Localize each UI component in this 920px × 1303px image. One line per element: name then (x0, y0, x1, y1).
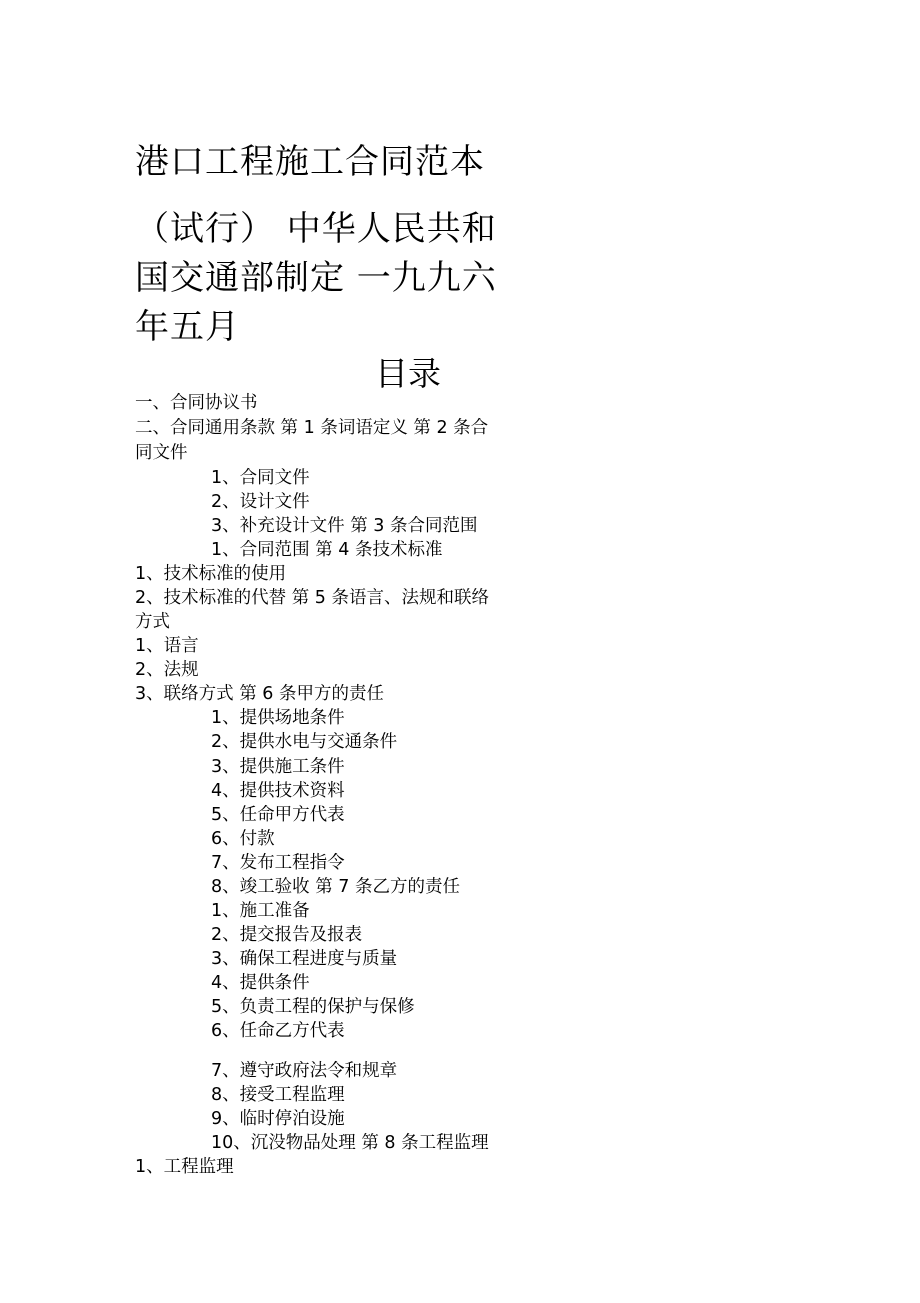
toc-line: 3、补充设计文件 第 3 条合同范围 (211, 516, 478, 536)
toc-line: 4、提供技术资料 (211, 781, 345, 801)
toc-line: 1、提供场地条件 (211, 708, 345, 728)
toc-line: 5、任命甲方代表 (211, 805, 345, 825)
toc-line: 6、付款 (211, 829, 275, 849)
toc-line: 2、提交报告及报表 (211, 925, 363, 945)
toc-line: 方式 (135, 612, 170, 632)
toc-line: 2、设计文件 (211, 492, 310, 512)
toc-line: 同文件 (135, 443, 188, 463)
toc-line: 1、施工准备 (211, 901, 310, 921)
toc-line: 6、任命乙方代表 (211, 1021, 345, 1041)
document-title-line-1: 港口工程施工合同范本 (135, 142, 485, 182)
toc-line: 3、提供施工条件 (211, 757, 345, 777)
toc-line: 5、负责工程的保护与保修 (211, 997, 415, 1017)
toc-line: 2、技术标准的代替 第 5 条语言、法规和联络 (135, 588, 489, 608)
toc-line: 2、法规 (135, 660, 199, 680)
document-title-line-3: 国交通部制定 一九九六 (135, 258, 497, 298)
toc-line: 1、合同范围 第 4 条技术标准 (211, 540, 443, 560)
toc-line: 一、合同协议书 (135, 393, 258, 413)
toc-line: 7、发布工程指令 (211, 853, 345, 873)
toc-line: 2、提供水电与交通条件 (211, 732, 398, 752)
toc-line: 二、合同通用条款 第 1 条词语定义 第 2 条合 (135, 418, 489, 438)
toc-line: 7、遵守政府法令和规章 (211, 1061, 398, 1081)
toc-line: 4、提供条件 (211, 973, 310, 993)
document-title-line-2: （试行） 中华人民共和 (135, 209, 497, 249)
toc-line: 10、沉没物品处理 第 8 条工程监理 (211, 1133, 489, 1153)
toc-line: 8、竣工验收 第 7 条乙方的责任 (211, 877, 460, 897)
toc-line: 3、确保工程进度与质量 (211, 949, 398, 969)
toc-line: 1、技术标准的使用 (135, 564, 287, 584)
toc-line: 9、临时停泊设施 (211, 1109, 345, 1129)
toc-heading: 目录 (375, 354, 441, 393)
toc-line: 1、语言 (135, 636, 199, 656)
toc-line: 1、工程监理 (135, 1157, 234, 1177)
toc-line: 8、接受工程监理 (211, 1085, 345, 1105)
toc-line: 1、合同文件 (211, 468, 310, 488)
document-title-line-4: 年五月 (135, 307, 240, 347)
toc-line: 3、联络方式 第 6 条甲方的责任 (135, 684, 384, 704)
